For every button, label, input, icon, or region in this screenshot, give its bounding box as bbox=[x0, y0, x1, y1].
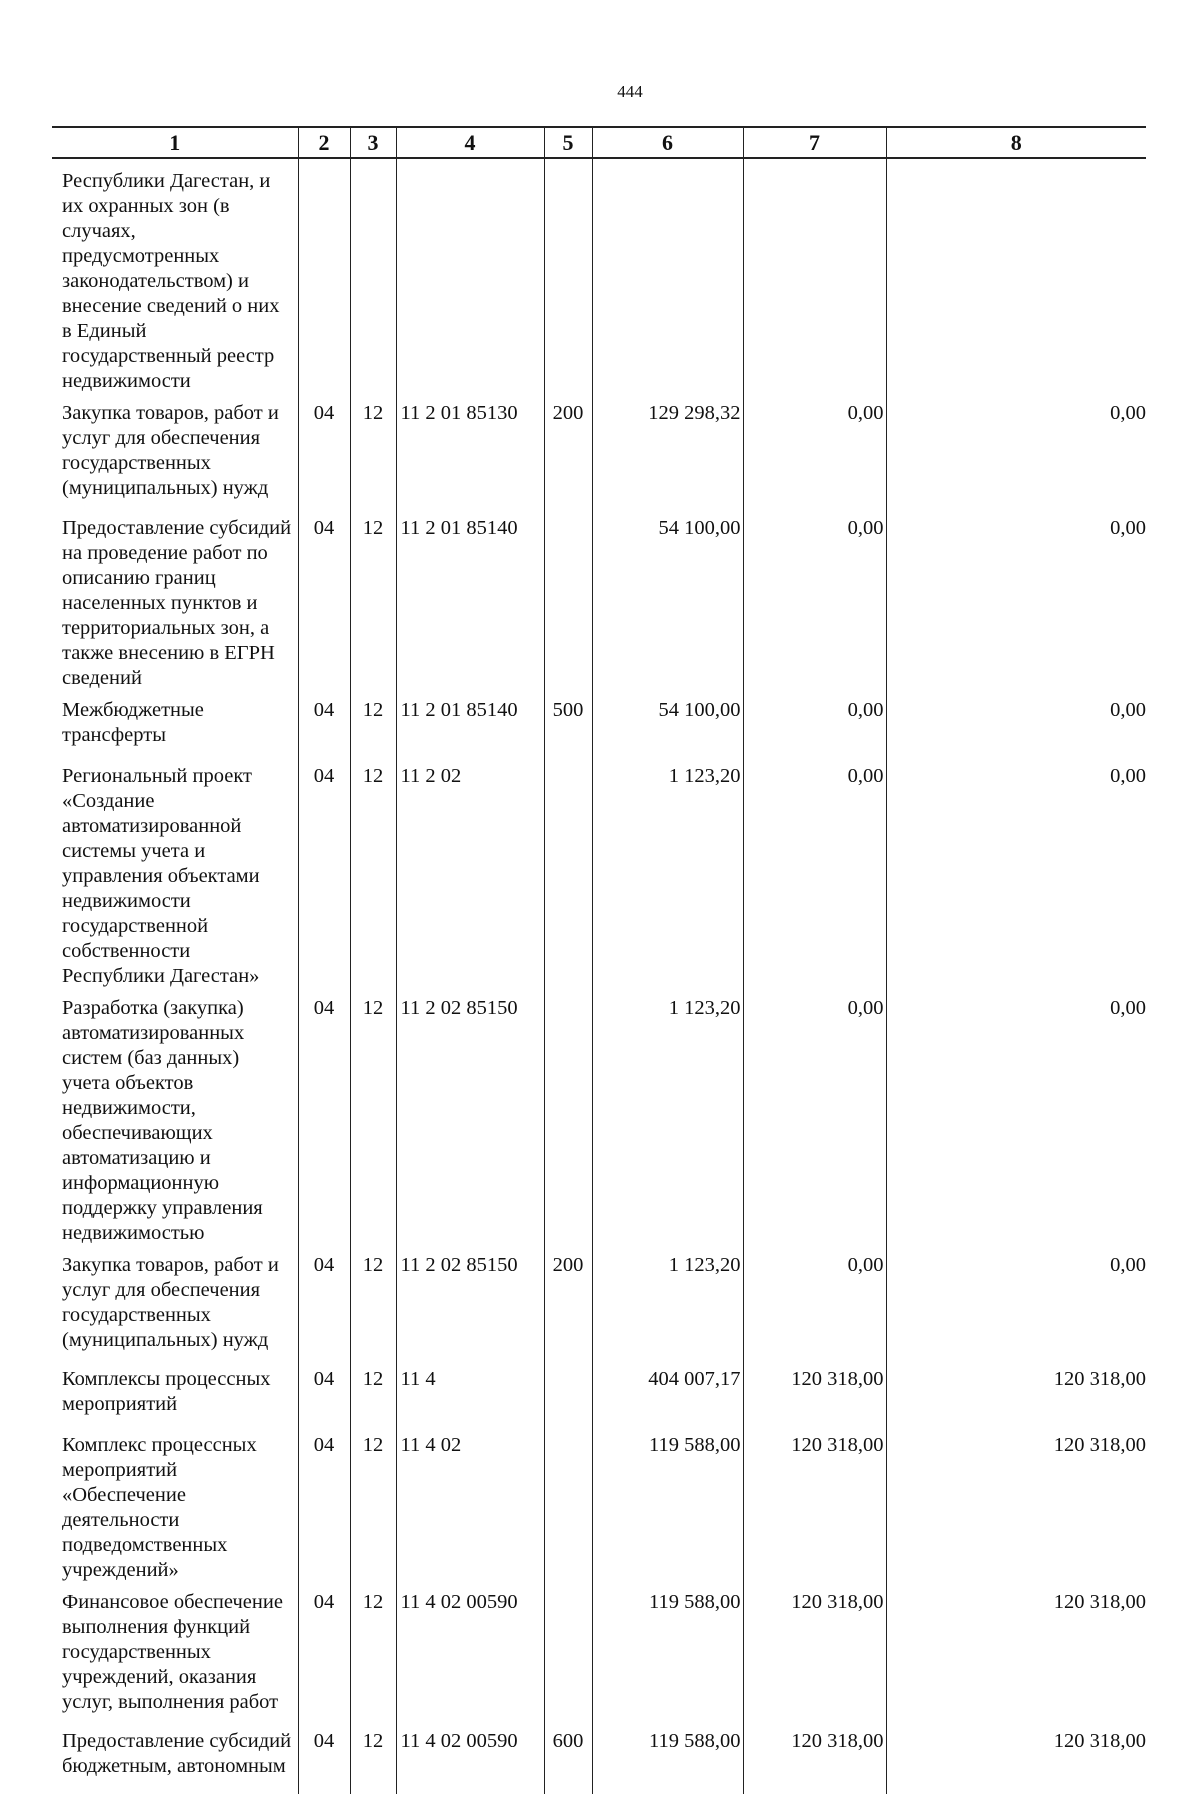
expense-type-cell bbox=[544, 989, 592, 1246]
amount-col6-cell: 404 007,17 bbox=[592, 1360, 743, 1426]
amount-col6-cell: 119 588,00 bbox=[592, 1583, 743, 1722]
amount-col7-cell: 0,00 bbox=[743, 691, 886, 757]
target-code-cell: 11 2 02 85150 bbox=[396, 989, 544, 1246]
target-code-cell: 11 4 02 00590 bbox=[396, 1722, 544, 1794]
row-name-cell: Межбюджетные трансферты bbox=[52, 691, 298, 757]
row-name-cell: Комплекс процессных мероприятий «Обеспечение деятельности подведомственных учреждений» bbox=[52, 1426, 298, 1583]
row-name-cell: Предоставление субсидий бюджетным, автономным bbox=[52, 1722, 298, 1794]
table-row bbox=[52, 1426, 1146, 1583]
expense-type-cell bbox=[544, 158, 592, 394]
table-row bbox=[52, 989, 1146, 1246]
target-code-cell: 11 4 02 bbox=[396, 1426, 544, 1583]
section-cell: 04 bbox=[298, 1246, 350, 1360]
row-name-cell: Республики Дагестан, и их охранных зон (в случаях, предусмотренных законодательством) и внесение сведений о них в Единый государственный реестр недвижимости bbox=[52, 158, 298, 394]
row-name-cell: Предоставление субсидий на проведение работ по описанию границ населенных пунктов и территориальных зон, а также внесению в ЕГРН сведений bbox=[52, 509, 298, 691]
target-code-cell: 11 2 01 85140 bbox=[396, 691, 544, 757]
subsection-cell bbox=[350, 158, 396, 394]
amount-col6-cell: 1 123,20 bbox=[592, 989, 743, 1246]
section-cell: 04 bbox=[298, 691, 350, 757]
col-header: 6 bbox=[592, 127, 743, 158]
col-header: 8 bbox=[886, 127, 1146, 158]
subsection-cell: 12 bbox=[350, 757, 396, 989]
amount-col7-cell: 120 318,00 bbox=[743, 1583, 886, 1722]
row-name-cell: Разработка (закупка) автоматизированных систем (баз данных) учета объектов недвижимости, обеспечивающих автоматизацию и информационную поддержку управления недвижимостью bbox=[52, 989, 298, 1246]
amount-col7-cell: 0,00 bbox=[743, 757, 886, 989]
col-header: 1 bbox=[52, 127, 298, 158]
expense-type-cell: 200 bbox=[544, 394, 592, 509]
subsection-cell: 12 bbox=[350, 1583, 396, 1722]
section-cell: 04 bbox=[298, 757, 350, 989]
amount-col8-cell: 0,00 bbox=[886, 509, 1146, 691]
subsection-cell: 12 bbox=[350, 989, 396, 1246]
amount-col6-cell: 119 588,00 bbox=[592, 1722, 743, 1794]
table-row bbox=[52, 1722, 1146, 1794]
table-row bbox=[52, 691, 1146, 757]
amount-col6-cell: 54 100,00 bbox=[592, 691, 743, 757]
target-code-cell: 11 2 01 85140 bbox=[396, 509, 544, 691]
amount-col8-cell: 0,00 bbox=[886, 989, 1146, 1246]
expense-type-cell: 200 bbox=[544, 1246, 592, 1360]
amount-col6-cell: 129 298,32 bbox=[592, 394, 743, 509]
subsection-cell: 12 bbox=[350, 394, 396, 509]
col-header: 7 bbox=[743, 127, 886, 158]
row-name-cell: Комплексы процессных мероприятий bbox=[52, 1360, 298, 1426]
row-name-cell: Закупка товаров, работ и услуг для обеспечения государственных (муниципальных) нужд bbox=[52, 1246, 298, 1360]
amount-col7-cell: 120 318,00 bbox=[743, 1722, 886, 1794]
amount-col8-cell: 120 318,00 bbox=[886, 1360, 1146, 1426]
target-code-cell bbox=[396, 158, 544, 394]
row-name-cell: Закупка товаров, работ и услуг для обеспечения государственных (муниципальных) нужд bbox=[52, 394, 298, 509]
table-row bbox=[52, 509, 1146, 691]
amount-col6-cell: 1 123,20 bbox=[592, 1246, 743, 1360]
subsection-cell: 12 bbox=[350, 691, 396, 757]
expense-type-cell bbox=[544, 757, 592, 989]
amount-col6-cell: 119 588,00 bbox=[592, 1426, 743, 1583]
row-name-cell: Региональный проект «Создание автоматизированной системы учета и управления объектами недвижимости государственной собственности Республики Дагестан» bbox=[52, 757, 298, 989]
col-header: 3 bbox=[350, 127, 396, 158]
section-cell: 04 bbox=[298, 394, 350, 509]
section-cell bbox=[298, 158, 350, 394]
subsection-cell: 12 bbox=[350, 1246, 396, 1360]
subsection-cell: 12 bbox=[350, 1722, 396, 1794]
amount-col8-cell: 120 318,00 bbox=[886, 1583, 1146, 1722]
expense-type-cell bbox=[544, 509, 592, 691]
section-cell: 04 bbox=[298, 1360, 350, 1426]
amount-col6-cell bbox=[592, 158, 743, 394]
table-row bbox=[52, 394, 1146, 509]
amount-col7-cell: 0,00 bbox=[743, 1246, 886, 1360]
amount-col8-cell bbox=[886, 158, 1146, 394]
amount-col8-cell: 120 318,00 bbox=[886, 1722, 1146, 1794]
section-cell: 04 bbox=[298, 1583, 350, 1722]
col-header: 2 bbox=[298, 127, 350, 158]
col-header: 5 bbox=[544, 127, 592, 158]
amount-col8-cell: 0,00 bbox=[886, 757, 1146, 989]
expense-type-cell: 600 bbox=[544, 1722, 592, 1794]
section-cell: 04 bbox=[298, 1722, 350, 1794]
amount-col8-cell: 120 318,00 bbox=[886, 1426, 1146, 1583]
target-code-cell: 11 2 01 85130 bbox=[396, 394, 544, 509]
amount-col7-cell: 0,00 bbox=[743, 989, 886, 1246]
amount-col8-cell: 0,00 bbox=[886, 691, 1146, 757]
section-cell: 04 bbox=[298, 509, 350, 691]
table-row bbox=[52, 1360, 1146, 1426]
amount-col7-cell bbox=[743, 158, 886, 394]
target-code-cell: 11 4 02 00590 bbox=[396, 1583, 544, 1722]
section-cell: 04 bbox=[298, 1426, 350, 1583]
table-row bbox=[52, 1583, 1146, 1722]
target-code-cell: 11 4 bbox=[396, 1360, 544, 1426]
table-row bbox=[52, 158, 1146, 394]
row-name-cell: Финансовое обеспечение выполнения функций государственных учреждений, оказания услуг, выполнения работ bbox=[52, 1583, 298, 1722]
amount-col7-cell: 120 318,00 bbox=[743, 1360, 886, 1426]
col-header: 4 bbox=[396, 127, 544, 158]
expense-type-cell bbox=[544, 1583, 592, 1722]
amount-col7-cell: 0,00 bbox=[743, 394, 886, 509]
amount-col6-cell: 54 100,00 bbox=[592, 509, 743, 691]
subsection-cell: 12 bbox=[350, 1426, 396, 1583]
page-number: 444 bbox=[617, 82, 643, 101]
subsection-cell: 12 bbox=[350, 1360, 396, 1426]
table-row bbox=[52, 1246, 1146, 1360]
expense-type-cell: 500 bbox=[544, 691, 592, 757]
expense-type-cell bbox=[544, 1426, 592, 1583]
table-header-row bbox=[52, 127, 1146, 158]
target-code-cell: 11 2 02 bbox=[396, 757, 544, 989]
section-cell: 04 bbox=[298, 989, 350, 1246]
expense-type-cell bbox=[544, 1360, 592, 1426]
amount-col7-cell: 120 318,00 bbox=[743, 1426, 886, 1583]
target-code-cell: 11 2 02 85150 bbox=[396, 1246, 544, 1360]
amount-col7-cell: 0,00 bbox=[743, 509, 886, 691]
amount-col8-cell: 0,00 bbox=[886, 394, 1146, 509]
amount-col6-cell: 1 123,20 bbox=[592, 757, 743, 989]
budget-table bbox=[52, 126, 1146, 1794]
table-row bbox=[52, 757, 1146, 989]
subsection-cell: 12 bbox=[350, 509, 396, 691]
amount-col8-cell: 0,00 bbox=[886, 1246, 1146, 1360]
